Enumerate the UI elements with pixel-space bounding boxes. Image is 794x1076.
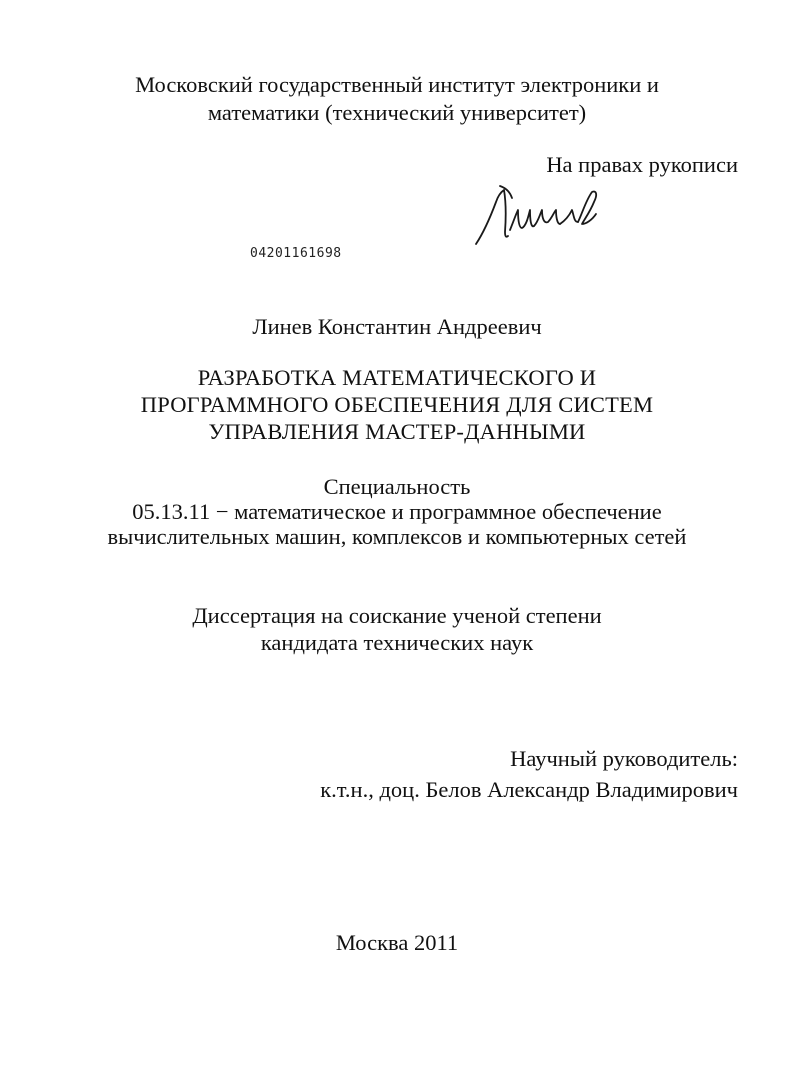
title-line: УПРАВЛЕНИЯ МАСТЕР-ДАННЫМИ bbox=[208, 419, 586, 444]
supervisor-name: к.т.н., доц. Белов Александр Владимирович bbox=[320, 777, 738, 802]
specialty-heading: Специальность bbox=[323, 474, 471, 499]
supervisor-label: Научный руководитель: bbox=[510, 746, 738, 771]
city-year: Москва 2011 bbox=[335, 930, 459, 955]
author-name: Линев Константин Андреевич bbox=[252, 314, 542, 339]
institute-line-2: математики (технический университет) bbox=[207, 100, 587, 125]
rights-note: На правах рукописи bbox=[546, 152, 738, 177]
dissertation-title bbox=[0, 364, 794, 445]
specialty-line-1: 05.13.11 − математическое и программное обеспечение bbox=[132, 499, 662, 524]
institute-line-1: Московский государственный институт электроники и bbox=[135, 72, 659, 97]
title-line: РАЗРАБОТКА МАТЕМАТИЧЕСКОГО И bbox=[197, 365, 597, 390]
author-signature bbox=[470, 180, 610, 250]
specialty-line-2: вычислительных машин, комплексов и компьютерных сетей bbox=[107, 524, 687, 549]
serial-number: 04201161698 bbox=[250, 246, 342, 261]
degree-line-2: кандидата технических наук bbox=[260, 630, 534, 655]
degree-line-1: Диссертация на соискание ученой степени bbox=[192, 603, 602, 628]
title-line: ПРОГРАММНОГО ОБЕСПЕЧЕНИЯ ДЛЯ СИСТЕМ bbox=[140, 392, 654, 417]
